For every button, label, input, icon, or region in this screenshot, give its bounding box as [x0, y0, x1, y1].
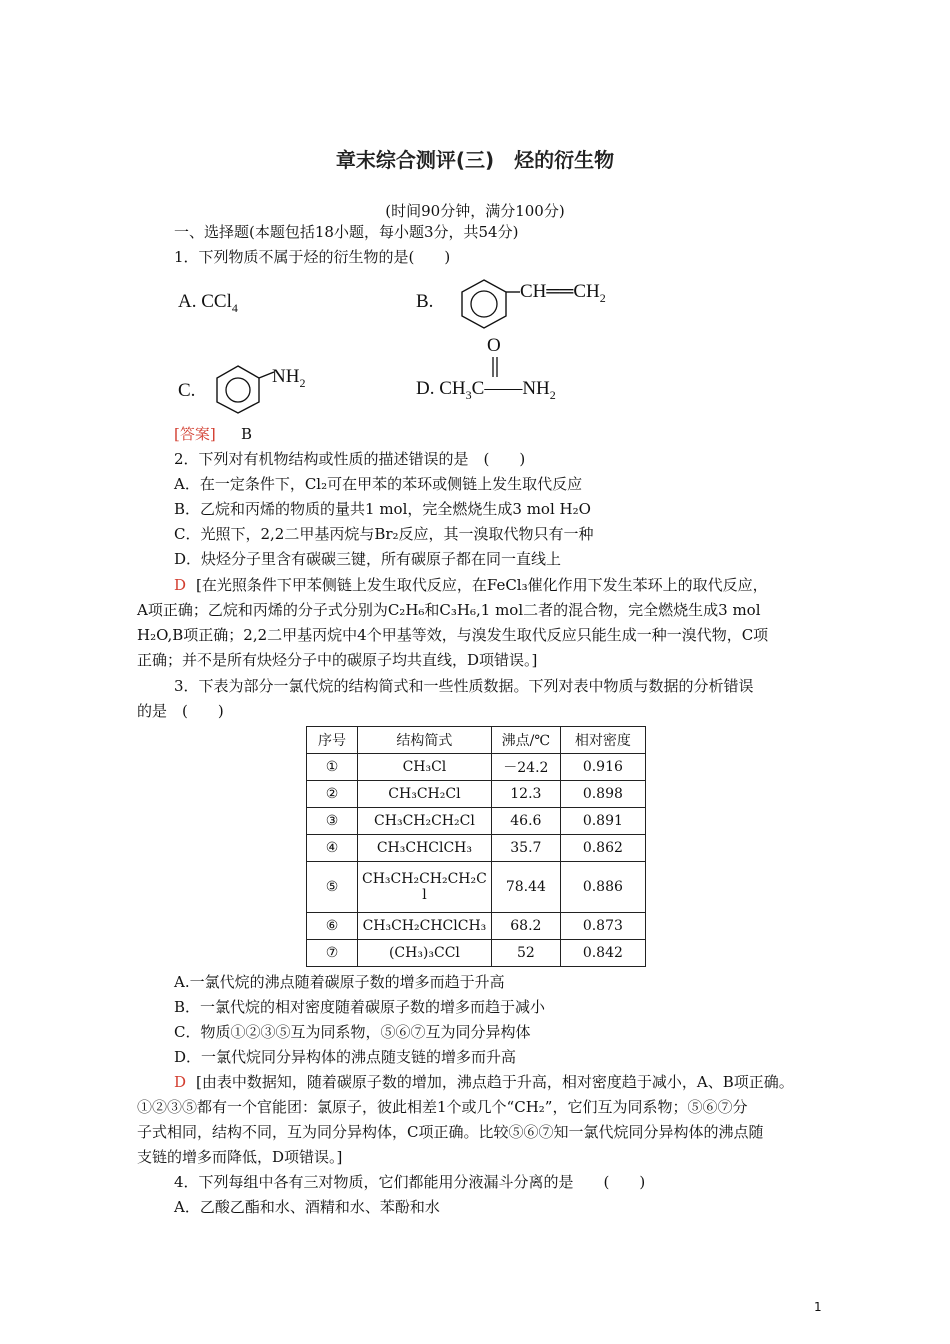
- q2-answer: D: [174, 576, 187, 594]
- subscript: 2: [299, 375, 306, 390]
- table-cell: CH₃CH₂Cl: [358, 781, 492, 808]
- q1-answer: B: [241, 425, 253, 443]
- double-bond-icon: [488, 356, 502, 378]
- table-row: [307, 781, 646, 808]
- table-cell: CH₃Cl: [358, 754, 492, 781]
- benzene-ring-icon: [208, 362, 274, 414]
- q1-option-c-group: [272, 366, 305, 391]
- table-cell: CH₃CH₂CH₂Cl: [358, 808, 492, 835]
- table-cell: CH₃CH₂CHClCH₃: [358, 913, 492, 940]
- table-cell: 0.842: [560, 940, 645, 967]
- q1-option-d: [416, 378, 556, 403]
- q3-explanation: 支链的增多而降低，D项错误。]: [137, 1148, 343, 1166]
- table-cell: 52: [491, 940, 560, 967]
- subscript: 2: [549, 387, 556, 402]
- q2-option-a: A．在一定条件下，Cl₂可在甲苯的苯环或侧链上发生取代反应: [174, 475, 583, 493]
- q3-option-d: D．一氯代烷同分异构体的沸点随支链的增多而升高: [174, 1048, 517, 1066]
- table-cell: 0.891: [560, 808, 645, 835]
- q1-stem: 1．下列物质不属于烃的衍生物的是( ): [174, 248, 451, 266]
- q2-explanation: 正确；并不是所有炔烃分子中的碳原子均共直线，D项错误。]: [137, 651, 538, 669]
- amino-group: NH: [272, 366, 300, 387]
- table-cell: 68.2: [491, 913, 560, 940]
- q3-explanation: [由表中数据知，随着碳原子数的增加，沸点趋于升高，相对密度趋于减小，A、B项正确。: [196, 1073, 794, 1091]
- option-label: D.: [416, 378, 435, 399]
- table-cell: ①: [307, 754, 358, 781]
- table-cell: ⑥: [307, 913, 358, 940]
- subscript: 2: [599, 290, 606, 305]
- cell-line: CH₃CH₂CH₂CH₂C: [362, 871, 487, 887]
- q2-option-d: D．炔烃分子里含有碳碳三键，所有碳原子都在同一直线上: [174, 550, 562, 568]
- table-cell: 0.862: [560, 835, 645, 862]
- table-header: 相对密度: [560, 727, 645, 754]
- q3-option-c: C．物质①②③⑤互为同系物，⑤⑥⑦互为同分异构体: [174, 1023, 531, 1041]
- subscript: 3: [465, 387, 472, 402]
- q2-stem: 2．下列对有机物结构或性质的描述错误的是 ( ): [174, 450, 526, 468]
- q3-option-b: B．一氯代烷的相对密度随着碳原子数的增多而趋于减小: [174, 998, 546, 1016]
- table-row: [307, 862, 646, 913]
- carbonyl-oxygen: O: [487, 335, 501, 356]
- section-heading: 一、选择题(本题包括18小题，每小题3分，共54分): [174, 223, 519, 241]
- table-cell: ④: [307, 835, 358, 862]
- q3-option-a: A.一氯代烷的沸点随着碳原子数的增多而趋于升高: [174, 973, 505, 991]
- option-label: A.: [178, 291, 197, 312]
- table-cell: 12.3: [491, 781, 560, 808]
- table-cell: 0.898: [560, 781, 645, 808]
- table-cell-wrapped: [358, 862, 492, 913]
- q2-option-b: B．乙烷和丙烯的物质的量共1 mol，完全燃烧生成3 mol H₂O: [174, 500, 591, 518]
- table-cell: 0.873: [560, 913, 645, 940]
- table-row: [307, 940, 646, 967]
- table-header: 序号: [307, 727, 358, 754]
- exam-info: (时间90分钟，满分100分): [385, 202, 565, 220]
- table-cell: 35.7: [491, 835, 560, 862]
- subscript: 4: [231, 300, 238, 315]
- table-row: [307, 754, 646, 781]
- q2-explanation: A项正确；乙烷和丙烯的分子式分别为C₂H₆和C₃H₆,1 mol二者的混合物，完全燃烧生成3 mol: [137, 601, 761, 619]
- vinyl-group: CH══CH: [520, 281, 600, 302]
- q3-stem: 的是 ( ): [137, 702, 224, 720]
- table-cell: 0.886: [560, 862, 645, 913]
- cell-line: l: [422, 887, 427, 903]
- q1-option-a: [178, 291, 238, 316]
- q2-explanation: [在光照条件下甲苯侧链上发生取代反应，在FeCl₃催化作用下发生苯环上的取代反应，: [196, 576, 768, 594]
- table-cell: CH₃CHClCH₃: [358, 835, 492, 862]
- q1-option-c-label: C.: [178, 380, 196, 401]
- table-cell: ②: [307, 781, 358, 808]
- table-cell: (CH₃)₃CCl: [358, 940, 492, 967]
- q1-option-b-label: B.: [416, 291, 434, 312]
- page-title: 章末综合测评(三) 烃的衍生物: [335, 148, 615, 172]
- table-header: 结构简式: [358, 727, 492, 754]
- table-cell: ⑤: [307, 862, 358, 913]
- table-cell: 46.6: [491, 808, 560, 835]
- q1-option-b-group: [520, 281, 606, 306]
- methyl: CH: [439, 378, 466, 399]
- table-row: [307, 808, 646, 835]
- table-cell: 0.916: [560, 754, 645, 781]
- benzene-ring-icon: [448, 276, 520, 330]
- q1-answer-label: [答案]: [174, 425, 216, 443]
- table-row: [307, 835, 646, 862]
- q4-option-a: A．乙酸乙酯和水、酒精和水、苯酚和水: [174, 1198, 440, 1216]
- table-cell: ③: [307, 808, 358, 835]
- q4-stem: 4．下列每组中各有三对物质，它们都能用分液漏斗分离的是 ( ): [174, 1173, 646, 1191]
- table-header-row: [307, 727, 646, 754]
- page-number: 1: [814, 1300, 822, 1314]
- formula: CCl: [201, 291, 232, 312]
- q3-explanation: 子式相同，结构不同，互为同分异构体，C项正确。比较⑤⑥⑦知一氯代烷同分异构体的沸点随: [137, 1123, 764, 1141]
- data-table: [306, 726, 646, 967]
- q3-answer: D: [174, 1073, 187, 1091]
- q3-explanation: ①②③⑤都有一个官能团：氯原子，彼此相差1个或几个“CH₂”，它们互为同系物；⑤⑥⑦分: [137, 1098, 748, 1116]
- table-row: [307, 913, 646, 940]
- amide-group: C——NH: [471, 378, 550, 399]
- table-cell: －24.2: [491, 754, 560, 781]
- table-cell: ⑦: [307, 940, 358, 967]
- q3-stem: 3．下表为部分一氯代烷的结构简式和一些性质数据。下列对表中物质与数据的分析错误: [174, 677, 754, 695]
- q2-option-c: C．光照下，2,2二甲基丙烷与Br₂反应，其一溴取代物只有一种: [174, 525, 594, 543]
- table-header: 沸点/℃: [491, 727, 560, 754]
- table-cell: 78.44: [491, 862, 560, 913]
- q2-explanation: H₂O,B项正确；2,2二甲基丙烷中4个甲基等效，与溴发生取代反应只能生成一种一溴代物，C项: [137, 626, 769, 644]
